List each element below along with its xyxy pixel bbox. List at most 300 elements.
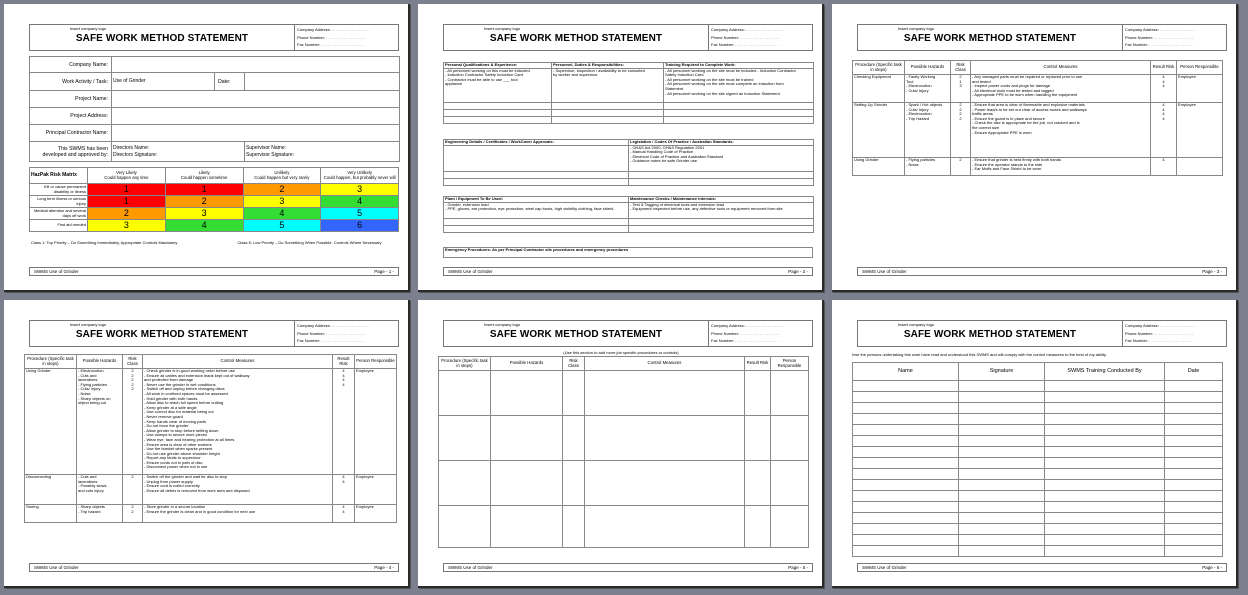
page-title: SAFE WORK METHOD STATEMENT <box>75 33 249 44</box>
risk-value: 2 <box>959 103 962 107</box>
person-responsible: Employee <box>355 369 397 475</box>
page-title: SAFE WORK METHOD STATEMENT <box>75 329 249 340</box>
risk-value: 2 <box>131 373 134 378</box>
procedure-table <box>24 354 397 523</box>
table-row[interactable] <box>853 392 1223 403</box>
blank-procedure-table <box>438 356 809 548</box>
col-control-measures: Control Measures <box>971 61 1151 75</box>
col-hazards: Possible Hazards <box>905 61 951 75</box>
control-item: - Do not use grinder above shoulder height <box>144 451 220 456</box>
control-item: - Ensure area is clear of other workers <box>144 442 212 447</box>
page-footer <box>857 563 1227 572</box>
date-label: Date: <box>215 73 245 91</box>
col-person-responsible: Person Responsible <box>355 355 397 369</box>
risk-matrix <box>29 167 399 232</box>
col-training-by: SWMS Training Conducted By <box>1045 363 1165 381</box>
hazard-item: lacerations <box>78 479 98 484</box>
table-row[interactable] <box>853 535 1223 546</box>
company-address: Company Address: . . . . . . . . . . . . . . . . . <box>711 323 783 328</box>
list-item: - OH&S Act 2000, OH&S Regulation 2001 <box>630 145 705 150</box>
control-item: - Never use the grinder in wet conditions <box>144 382 216 387</box>
control-item: - Ensure Appropriate PPE is worn <box>972 130 1032 135</box>
control-item: - All work in confined spaces must be assessed <box>144 391 228 396</box>
table-row <box>853 103 1223 158</box>
control-item: - Ensure cord is coiled correctly <box>144 484 200 489</box>
table-row[interactable] <box>853 403 1223 414</box>
result-value: 4 <box>342 382 345 387</box>
company-address: Company Address: . . . . . . . . . . . . . . . . . <box>297 323 369 328</box>
matrix-cell: 2 <box>165 196 243 208</box>
plant-header: Plant / Equipment To Be Used: <box>444 197 629 203</box>
page-number: Page - 6 - <box>1202 565 1222 570</box>
col-procedure: Procedure (Specific task in steps) <box>853 61 905 75</box>
control-item: - Check grinder is in good working order before use <box>144 369 235 373</box>
company-address: Company Address: . . . . . . . . . . . . . . . . . <box>297 27 369 32</box>
company-address: Company Address: . . . . . . . . . . . . . . . . . <box>1125 27 1197 32</box>
risk-value: 1 <box>959 79 962 84</box>
extra-procedures-note: (Use this section to add more job specific procedures or controls) <box>563 350 679 355</box>
control-item: - Check the disc is appropriate for the job, not cracked and is <box>972 121 1080 126</box>
list-item: by worker and supervisor <box>553 73 598 78</box>
developed-by-label: This SWMS has been developed and approved by: <box>30 142 112 162</box>
table-row[interactable] <box>439 461 809 506</box>
result-value: 4 <box>1162 158 1165 162</box>
control-item: - Power lead/s to be set out clear of access routes and walkways <box>972 107 1087 112</box>
control-item: - Ensure the grinder is clean and in good condition for next use <box>144 509 256 514</box>
page-number: Page - 4 - <box>374 565 394 570</box>
result-value: 4 <box>342 373 345 378</box>
company-logo-placeholder: Insert company logo <box>898 26 935 31</box>
col-result-risk: Result Risk <box>745 357 771 371</box>
principal-contractor-field[interactable] <box>112 125 400 142</box>
col-result-risk: Result Risk <box>1151 61 1177 75</box>
footer-title: SWMS Use of Grinder <box>862 269 907 274</box>
col-control-measures: Control Measures <box>585 357 745 371</box>
col-control-measures: Control Measures <box>143 355 333 369</box>
list-item: - Guidance notes for safe Grinder use <box>630 159 697 164</box>
page-footer <box>443 267 813 276</box>
control-item: and tested <box>972 79 991 84</box>
project-address-field[interactable] <box>112 108 400 125</box>
company-address: Company Address: . . . . . . . . . . . . . . . . . <box>1125 323 1197 328</box>
list-item: - Contractor must be able to use ___ tool <box>445 77 518 82</box>
company-logo-placeholder: Insert company logo <box>70 322 107 327</box>
hazard-item: - Electrocution <box>906 84 932 89</box>
table-row <box>25 505 397 523</box>
result-value: 4 <box>342 505 345 509</box>
result-value: 4 <box>342 475 345 479</box>
hazard-item: - Cuts and <box>78 373 97 378</box>
footer-title: SWMS Use of Grinder <box>448 565 493 570</box>
page-footer <box>443 563 813 572</box>
hazard-item: - Spark / Hot objects <box>906 103 943 107</box>
date-field[interactable] <box>245 73 400 91</box>
control-item: - Disconnect power when not in use <box>144 465 208 470</box>
fax-number: Fax Number: . . . . . . . . . . . . . . . . . . . . <box>1125 338 1193 343</box>
list-item: - Supervisor, Inspection / availability to be consulted <box>553 68 645 73</box>
list-item: appliance <box>445 82 463 87</box>
page-header <box>443 24 813 51</box>
control-item: - Ensure cords not in path of disc <box>144 460 203 465</box>
control-item: - Ensure that area is clear of flammable and explosive materials <box>972 103 1085 107</box>
col-name: Name <box>853 363 959 381</box>
footer-title: SWMS Use of Grinder <box>34 565 79 570</box>
control-item: - Ensure the operator stands to the side <box>972 162 1043 167</box>
hazard-item: - Electrocution <box>906 112 932 117</box>
document-page-3 <box>832 4 1238 292</box>
table-row <box>853 75 1223 103</box>
control-item: - Any damaged parts must be repaired or replaced prior to use <box>972 75 1083 79</box>
hazard-item: - Cuts and <box>78 475 97 479</box>
control-item: traffic areas <box>972 112 993 117</box>
hazard-item: - Electrocution <box>78 369 104 373</box>
matrix-cell: 1 <box>88 184 166 196</box>
page-footer <box>29 267 399 276</box>
company-address: Company Address: . . . . . . . . . . . . . . . . . <box>711 27 783 32</box>
work-activity-label: Work Activity / Task: <box>30 73 112 91</box>
list-item: - All personnel working on the site must be trained <box>665 77 754 82</box>
risk-value: 2 <box>959 116 962 121</box>
page-header <box>443 320 813 347</box>
control-item: - Use correct disc for material being cut <box>144 410 214 415</box>
table-row <box>25 369 397 475</box>
procedure-step: Using Grinder <box>853 158 905 176</box>
procedure-step: Disconnecting <box>25 475 77 505</box>
company-logo-placeholder: Insert company logo <box>898 322 935 327</box>
person-responsible <box>1177 158 1223 176</box>
risk-value: 2 <box>131 369 134 373</box>
result-value: 4 <box>1162 116 1165 121</box>
fax-number: Fax Number: . . . . . . . . . . . . . . . . . . . . <box>1125 42 1193 47</box>
directors-signature-label: Directors Signature: <box>113 151 158 158</box>
matrix-row-label: First aid needed <box>30 220 88 232</box>
phone-number: Phone Number: . . . . . . . . . . . . . . . . . . <box>711 34 780 40</box>
control-item: - Never remove guard <box>144 414 183 419</box>
matrix-col-very-likely: Very Likely Could happen any time <box>88 168 166 184</box>
table-row[interactable] <box>853 546 1223 557</box>
person-responsible: Employee <box>355 505 397 523</box>
company-name-label: Company Name: <box>30 57 112 73</box>
matrix-cell: 4 <box>243 208 321 220</box>
page-number: Page - 2 - <box>788 269 808 274</box>
control-item: - Hold grinder with both hands <box>144 396 198 401</box>
matrix-cell: 4 <box>321 196 399 208</box>
procedure-step: Storing <box>25 505 77 523</box>
col-hazards: Possible Hazards <box>491 357 563 371</box>
hazard-item: - Trip hazard <box>78 509 101 514</box>
page-title: SAFE WORK METHOD STATEMENT <box>903 329 1077 340</box>
procedure-step: Using Grinder <box>25 369 77 475</box>
company-logo-placeholder: Insert company logo <box>70 26 107 31</box>
maintenance-header: Maintenance Checks / Maintenance Intervals: <box>629 197 814 203</box>
phone-number: Phone Number: . . . . . . . . . . . . . . . . . . <box>711 330 780 336</box>
table-row[interactable] <box>853 491 1223 502</box>
risk-value: 2 <box>131 378 134 383</box>
qualifications-header: Personal Qualifications & Experience: <box>444 63 552 69</box>
risk-value: 2 <box>131 505 134 509</box>
matrix-cell: 5 <box>321 208 399 220</box>
engineering-table <box>443 139 814 186</box>
table-row[interactable] <box>853 414 1223 425</box>
document-page-1 <box>4 4 410 292</box>
matrix-cell: 4 <box>165 220 243 232</box>
control-item: - Allow disc to reach full speed before cutting <box>144 401 224 406</box>
risk-value: 2 <box>959 107 962 112</box>
table-row <box>853 158 1223 176</box>
control-item: - Ensure all debris is removed from work area and disposed <box>144 488 250 493</box>
control-item: - Switch off and unplug before changing discs <box>144 387 225 392</box>
hazard-item: - Faulty Working <box>906 75 936 79</box>
risk-value: 2 <box>131 387 134 392</box>
sign-off-table <box>852 362 1223 557</box>
training-header: Training Required to Complete Work: <box>664 63 814 69</box>
col-signature: Signature <box>959 363 1045 381</box>
principal-contractor-label: Principal Contractor Name: <box>30 125 112 142</box>
project-details-table <box>29 56 400 162</box>
control-item: - Ensure the guard is in place and secure <box>972 116 1045 121</box>
person-responsible: Employee <box>355 475 397 505</box>
phone-number: Phone Number: . . . . . . . . . . . . . . . . . . <box>297 34 366 40</box>
col-hazards: Possible Hazards <box>77 355 123 369</box>
control-item: - Use fire blanket when sparks present <box>144 447 213 452</box>
list-item: - All personnel working on the site must complete an induction form <box>665 82 784 87</box>
col-person-responsible: Person Responsible <box>1177 61 1223 75</box>
list-item: - PPE, gloves, ear protection, eye protection, steel cap boots, high visibility clothing, face shield <box>445 207 614 212</box>
table-row[interactable] <box>853 502 1223 513</box>
project-name-field[interactable] <box>112 91 400 108</box>
table-row[interactable] <box>853 436 1223 447</box>
matrix-row-label: Medical attention and several days off work <box>30 208 88 220</box>
page-title: SAFE WORK METHOD STATEMENT <box>489 33 663 44</box>
company-logo-placeholder: Insert company logo <box>484 26 521 31</box>
control-item: - Ensure all cables and extension leads kept out of walkway <box>144 373 250 378</box>
col-risk-class: Risk Class <box>563 357 585 371</box>
table-row[interactable] <box>439 371 809 416</box>
fax-number: Fax Number: . . . . . . . . . . . . . . . . . . . . <box>711 42 779 47</box>
hazard-item: - Trip Hazard <box>906 116 930 121</box>
table-row <box>25 475 397 505</box>
control-item: - All electrical tools must be tested and tagged <box>972 88 1054 93</box>
company-name-field[interactable] <box>112 57 400 73</box>
table-row[interactable] <box>853 480 1223 491</box>
col-risk-class: Risk Class <box>951 61 971 75</box>
table-row[interactable] <box>853 469 1223 480</box>
control-item: the correct size <box>972 125 1000 130</box>
control-item: - Unplug from power supply <box>144 479 193 484</box>
document-page-4 <box>4 300 410 588</box>
col-date: Date <box>1165 363 1223 381</box>
work-activity-value[interactable]: Use of Grinder <box>112 73 215 91</box>
page-number: Page - 3 - <box>1202 269 1222 274</box>
col-procedure: Procedure (Specific task in steps) <box>25 355 77 369</box>
matrix-cell: 3 <box>243 196 321 208</box>
list-item: - Induction Contractor Safety Induction Card <box>445 73 524 78</box>
matrix-cell: 5 <box>243 220 321 232</box>
result-value: 4 <box>1162 107 1165 112</box>
procedure-table <box>852 60 1223 176</box>
matrix-cell: 1 <box>165 184 243 196</box>
document-page-6 <box>832 300 1238 588</box>
risk-value: 2 <box>959 158 962 162</box>
table-row[interactable] <box>853 447 1223 458</box>
matrix-col-very-unlikely: Very Unlikely Could happen, but probably never will <box>321 168 399 184</box>
risk-value: 2 <box>131 509 134 514</box>
legislation-header: Legislation / Codes Of Practice / Australian Standards: <box>629 140 814 146</box>
fax-number: Fax Number: . . . . . . . . . . . . . . . . . . . . <box>711 338 779 343</box>
person-responsible: Employee <box>1177 103 1223 158</box>
page-header <box>857 320 1227 347</box>
list-item: - Manual Handling Code of Practice <box>630 150 694 155</box>
person-responsible: Employee <box>1177 75 1223 103</box>
col-procedure: Procedure (Specific task in steps) <box>439 357 491 371</box>
control-item: - Do not force the grinder <box>144 424 189 429</box>
page-footer <box>857 267 1227 276</box>
hazard-item: - Sharp objects on <box>78 396 111 401</box>
engineering-header: Engineering Details / Certificates / WorkCover Approvals: <box>444 140 629 146</box>
table-row[interactable] <box>853 425 1223 436</box>
personnel-header: Personnel, Duties & Responsibilities: <box>552 63 664 69</box>
phone-number: Phone Number: . . . . . . . . . . . . . . . . . . <box>297 330 366 336</box>
hazard-item: - Sharp objects <box>78 505 105 509</box>
control-item: - Ensure that grinder is held firmly with both hands <box>972 158 1061 162</box>
hazard-item: lacerations <box>78 378 98 383</box>
project-name-label: Project Name: <box>30 91 112 108</box>
page-footer <box>29 563 399 572</box>
list-item: - Equipment inspected before use, any defective tools or equipment removed from site <box>630 207 783 212</box>
page-number: Page - 5 - <box>788 565 808 570</box>
result-value: 4 <box>1162 112 1165 117</box>
hazard-item: - Cuts/ injury <box>78 387 101 392</box>
table-row[interactable] <box>439 416 809 461</box>
hazard-item: object being cut <box>78 401 107 406</box>
risk-matrix-title: HazPak Risk Matrix <box>30 168 88 184</box>
risk-value: 2 <box>131 475 134 479</box>
document-page-5 <box>418 300 824 588</box>
project-address-label: Project Address: <box>30 108 112 125</box>
hazard-item: - Flying particles <box>906 158 936 162</box>
acknowledgement-text: I/we the persons undertaking this work have read and understood this SWMS and will comply with the control measures to the best of my ability. <box>852 352 1107 357</box>
list-item: - All personnel working on the site must be inducted - Induction Contractor <box>665 68 796 73</box>
table-row[interactable] <box>853 524 1223 535</box>
procedure-step: Checking Equipment <box>853 75 905 103</box>
class6-note: Class 6: Low Priority – Do Something When Possible, Controls Where Necessary <box>237 240 382 245</box>
control-item: - Wear eye, face and hearing protection at all times <box>144 437 235 442</box>
company-logo-placeholder: Insert company logo <box>484 322 521 327</box>
matrix-cell: 6 <box>321 220 399 232</box>
col-person-responsible: Person Responsible <box>771 357 809 371</box>
list-item: - Grinder, extension lead <box>445 202 489 207</box>
risk-value: 3 <box>959 84 962 89</box>
matrix-col-unlikely: Unlikely Could happen but very rarely <box>243 168 321 184</box>
matrix-cell: 3 <box>165 208 243 220</box>
control-item: - Use clamps to secure work pieces <box>144 433 208 438</box>
matrix-row-label: Kill or cause permanent disability or illness <box>30 184 88 196</box>
supervisor-signature-label: Supervisor Signature: <box>246 151 295 158</box>
document-page-2 <box>418 4 824 292</box>
risk-value: 2 <box>131 382 134 387</box>
result-value: 4 <box>1162 103 1165 107</box>
page-header <box>29 24 399 51</box>
procedure-step: Setting Up Grinder <box>853 103 905 158</box>
matrix-row-label: Long term illness or serious injury <box>30 196 88 208</box>
risk-value: 2 <box>959 75 962 79</box>
list-item: - All personnel working on the site signed an induction Statement <box>665 91 780 96</box>
qualifications-table <box>443 62 814 124</box>
hazard-item: - Noise <box>78 391 91 396</box>
matrix-cell: 2 <box>243 184 321 196</box>
hazard-item: - Cuts/ Injury <box>906 107 929 112</box>
hazard-item: Tool <box>906 79 914 84</box>
result-value: 4 <box>342 369 345 373</box>
emergency-table <box>443 247 813 258</box>
footer-title: SWMS Use of Grinder <box>862 565 907 570</box>
hazard-item: and cuts injury <box>78 488 104 493</box>
supervisor-name-label: Supervisor Name: <box>246 145 287 151</box>
page-title: SAFE WORK METHOD STATEMENT <box>489 329 663 340</box>
table-row[interactable] <box>853 458 1223 469</box>
result-value: 4 <box>1162 84 1165 89</box>
table-row[interactable] <box>439 506 809 548</box>
risk-value: 2 <box>959 112 962 117</box>
control-item: - Store grinder in a secure location <box>144 505 206 509</box>
list-item: Statement <box>665 86 684 91</box>
control-item: - Keep hands clear of moving parts <box>144 419 207 424</box>
hazard-item: - Possibly slows <box>78 484 107 489</box>
matrix-cell: 3 <box>321 184 399 196</box>
phone-number: Phone Number: . . . . . . . . . . . . . . . . . . <box>1125 34 1194 40</box>
hazard-item: - Cuts/ Injury <box>906 88 929 93</box>
result-value: 4 <box>1162 75 1165 79</box>
footer-title: SWMS Use of Grinder <box>34 269 79 274</box>
matrix-cell: 2 <box>88 208 166 220</box>
page-title: SAFE WORK METHOD STATEMENT <box>903 33 1077 44</box>
table-row[interactable] <box>853 381 1223 392</box>
hazard-item: - Flying particles <box>78 382 108 387</box>
emergency-procedures: Emergency Procedures: As per Principal Contractor site procedures and emergency procedures <box>444 248 813 258</box>
matrix-cell: 1 <box>88 196 166 208</box>
control-item: - Inspect power cords and plugs for damage <box>972 84 1051 89</box>
hazard-item: - Noise <box>906 162 919 167</box>
result-value: 4 <box>342 479 345 484</box>
page-header <box>857 24 1227 51</box>
phone-number: Phone Number: . . . . . . . . . . . . . . . . . . <box>1125 330 1194 336</box>
table-row[interactable] <box>853 513 1223 524</box>
directors-name-label: Directors Name: <box>113 145 150 151</box>
control-item: - Keep grinder at a safe angle <box>144 405 197 410</box>
matrix-col-likely: Likely Could happen sometime <box>165 168 243 184</box>
control-item: - Switch off the grinder and wait for disc to stop <box>144 475 228 479</box>
control-item: and protected from damage <box>144 378 194 383</box>
list-item: - All personnel working on this must be inducted <box>445 68 530 73</box>
list-item: Safety Induction Card <box>665 73 704 78</box>
result-value: 4 <box>1162 79 1165 84</box>
control-item: - Report any faults to supervisor <box>144 456 201 461</box>
col-risk-class: Risk Class <box>123 355 143 369</box>
matrix-cell: 3 <box>88 220 166 232</box>
plant-table <box>443 196 814 233</box>
result-value: 4 <box>342 509 345 514</box>
col-result-risk: Result Risk <box>333 355 355 369</box>
control-item: - Ear Muffs and Face Shield to be worn <box>972 167 1042 172</box>
page-number: Page - 1 - <box>374 269 394 274</box>
page-header <box>29 320 399 347</box>
control-item: - Allow grinder to stop before setting down <box>144 428 219 433</box>
result-value: 4 <box>342 378 345 383</box>
fax-number: Fax Number: . . . . . . . . . . . . . . . . . . . . <box>297 338 365 343</box>
fax-number: Fax Number: . . . . . . . . . . . . . . . . . . . . <box>297 42 365 47</box>
footer-title: SWMS Use of Grinder <box>448 269 493 274</box>
list-item: - Test & Tagging of electrical tools and extension lead <box>630 202 725 207</box>
